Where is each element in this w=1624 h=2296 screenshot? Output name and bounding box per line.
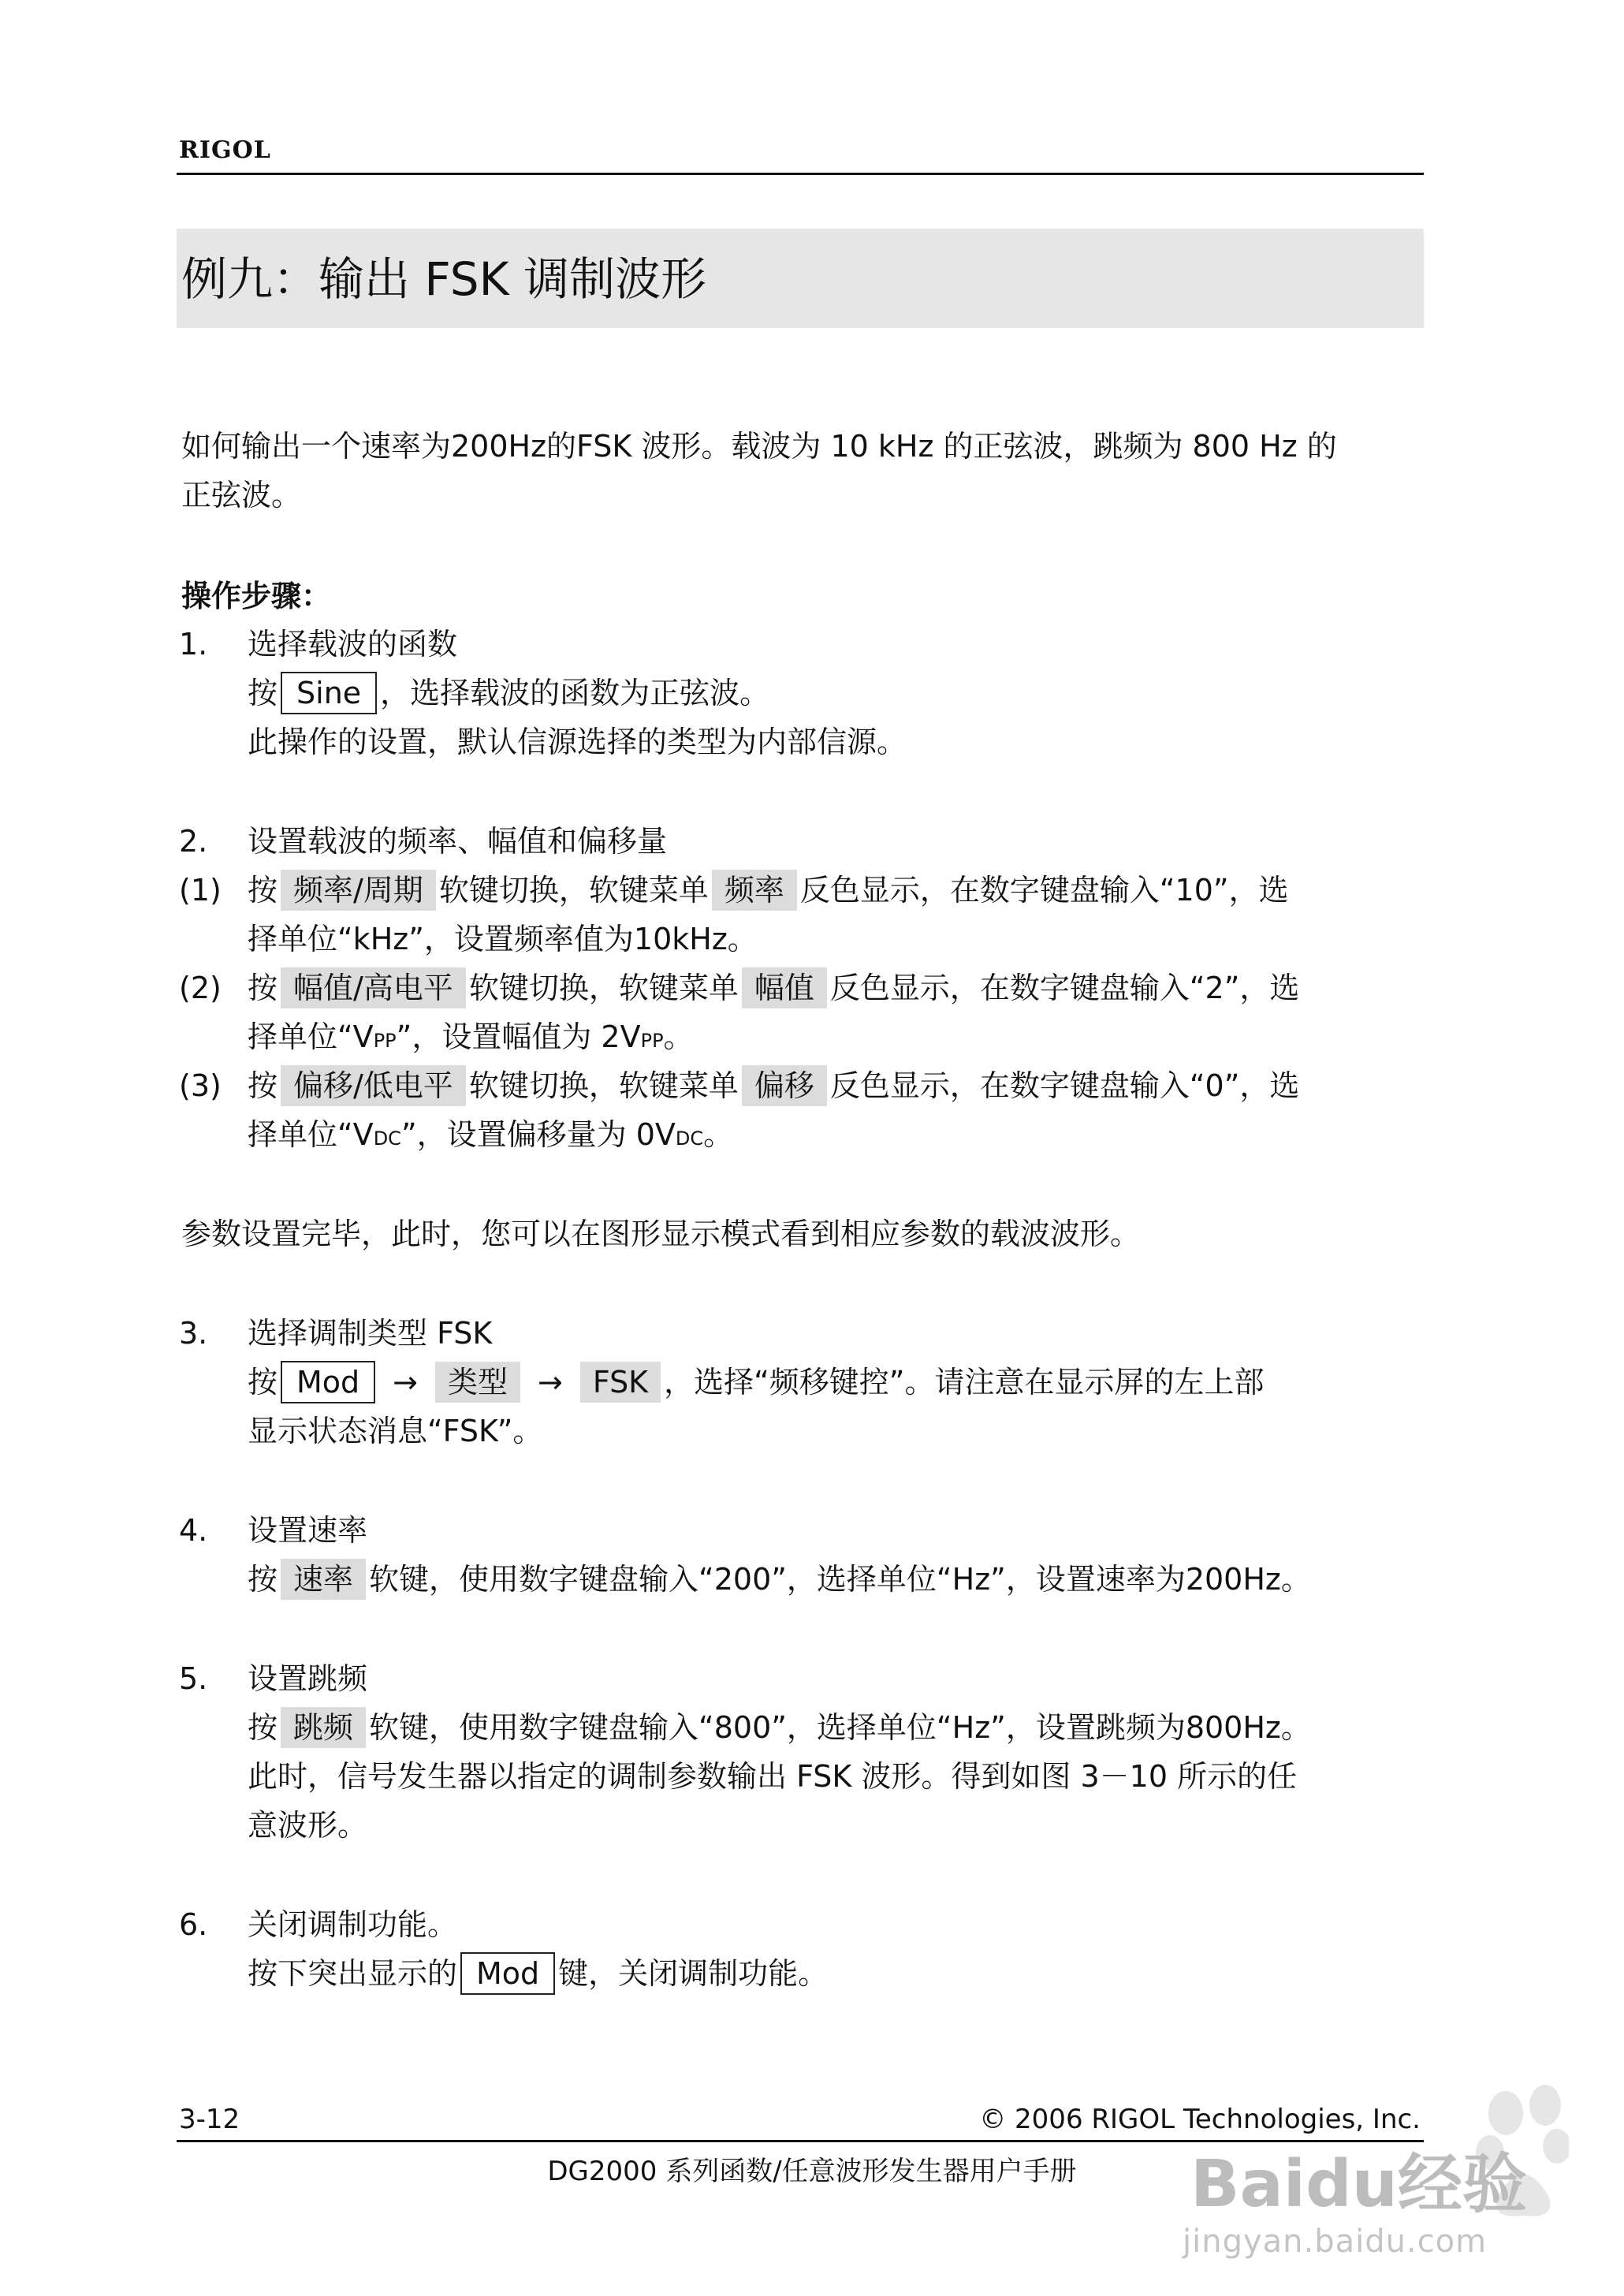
press-text: 按 — [248, 1068, 278, 1103]
step-1-instruction — [248, 669, 769, 718]
freq-softkey[interactable]: 频率 — [712, 870, 797, 911]
text-part: 择单位“V — [248, 1117, 374, 1152]
step-4-instruction — [248, 1555, 1311, 1604]
substep-1-line-1 — [248, 866, 1289, 915]
step-6-instruction — [248, 1949, 828, 1998]
substep-3-number: (3) — [179, 1068, 222, 1103]
instruction-text: 反色显示，在数字键盘输入“0”，选 — [829, 1068, 1300, 1103]
substep-1-number: (1) — [179, 873, 222, 908]
sine-key[interactable]: Sine — [281, 672, 377, 714]
step-1-title: 选择载波的函数 — [248, 627, 458, 662]
text-part: ”，设置偏移量为 0V — [400, 1117, 676, 1152]
unit-subscript: PP — [640, 1030, 664, 1052]
step-5-title: 设置跳频 — [248, 1661, 368, 1696]
substep-2-number: (2) — [179, 971, 222, 1005]
ampl-softkey[interactable]: 幅值 — [742, 967, 827, 1008]
press-text: 按 — [248, 676, 278, 710]
step-5-line-2: 此时，信号发生器以指定的调制参数输出 FSK 波形。得到如图 3－10 所示的任 — [248, 1759, 1298, 1794]
steps-heading: 操作步骤： — [181, 579, 332, 613]
text-part: 。 — [663, 1019, 694, 1054]
substep-1-line-2: 择单位“kHz”，设置频率值为10kHz。 — [248, 922, 758, 956]
mod-key[interactable]: Mod — [281, 1361, 375, 1403]
instruction-text: 软键切换，软键菜单 — [468, 971, 739, 1005]
offset-softkey[interactable]: 偏移 — [742, 1065, 827, 1106]
watermark-word: Baidu经验 — [1190, 2147, 1528, 2222]
step-2-title: 设置载波的频率、幅值和偏移量 — [248, 824, 668, 859]
substep-3-line-2 — [248, 1110, 733, 1163]
step-6-title: 关闭调制功能。 — [248, 1907, 458, 1942]
unit-subscript: DC — [675, 1128, 704, 1150]
step-5-instruction — [248, 1703, 1311, 1752]
intro-line-2: 正弦波。 — [181, 478, 302, 512]
step-3-line-2: 显示状态消息“FSK”。 — [248, 1414, 543, 1448]
press-text: 按 — [248, 873, 278, 908]
unit-subscript: PP — [373, 1030, 397, 1052]
page-title: 例九：输出 FSK 调制波形 — [181, 252, 707, 306]
press-text: 按 — [248, 1710, 278, 1745]
instruction-text: ，选择“频移键控”。请注意在显示屏的左上部 — [664, 1365, 1265, 1400]
copyright: © 2006 RIGOL Technologies, Inc. — [979, 2104, 1421, 2135]
instruction-text: 键，关闭调制功能。 — [558, 1956, 829, 1991]
summary-text: 参数设置完毕，此时，您可以在图形显示模式看到相应参数的载波波形。 — [181, 1217, 1141, 1251]
step-4-title: 设置速率 — [248, 1513, 368, 1548]
step-1-number: 1. — [179, 627, 208, 662]
manual-title: DG2000 系列函数/任意波形发生器用户手册 — [547, 2156, 1077, 2187]
hop-freq-softkey[interactable]: 跳频 — [281, 1707, 366, 1748]
instruction-text: 反色显示，在数字键盘输入“2”，选 — [829, 971, 1300, 1005]
instruction-text: ，选择载波的函数为正弦波。 — [380, 676, 770, 710]
ampl-high-softkey[interactable]: 幅值/高电平 — [281, 967, 466, 1008]
text-part: 。 — [703, 1117, 734, 1152]
instruction-text: 软键切换，软键菜单 — [438, 873, 709, 908]
substep-3-line-1 — [248, 1061, 1299, 1110]
text-part: 择单位“V — [248, 1019, 374, 1054]
freq-period-softkey[interactable]: 频率/周期 — [281, 870, 436, 911]
instruction-text: 软键切换，软键菜单 — [468, 1068, 739, 1103]
step-3-instruction — [248, 1358, 1265, 1407]
arrow-right-icon: → — [393, 1365, 419, 1400]
step-3-number: 3. — [179, 1316, 208, 1351]
press-text: 按下突出显示的 — [248, 1956, 458, 1991]
substep-2-line-2 — [248, 1012, 694, 1065]
offset-low-softkey[interactable]: 偏移/低电平 — [281, 1065, 466, 1106]
text-part: ”，设置幅值为 2V — [396, 1019, 641, 1054]
header-rule — [177, 173, 1424, 175]
watermark-url: jingyan.baidu.com — [1183, 2223, 1488, 2260]
instruction-text: 软键，使用数字键盘输入“800”，选择单位“Hz”，设置跳频为800Hz。 — [369, 1710, 1311, 1745]
instruction-text: 软键，使用数字键盘输入“200”，选择单位“Hz”，设置速率为200Hz。 — [369, 1562, 1311, 1597]
rate-softkey[interactable]: 速率 — [281, 1559, 366, 1600]
arrow-right-icon: → — [538, 1365, 563, 1400]
brand-logo: RIGOL — [179, 136, 271, 164]
step-6-number: 6. — [179, 1907, 208, 1942]
step-5-line-3: 意波形。 — [248, 1808, 368, 1843]
unit-subscript: DC — [373, 1128, 401, 1150]
step-2-number: 2. — [179, 824, 208, 859]
type-softkey[interactable]: 类型 — [435, 1362, 520, 1403]
press-text: 按 — [248, 1365, 278, 1400]
press-text: 按 — [248, 971, 278, 1005]
page-number: 3-12 — [179, 2104, 240, 2135]
instruction-text: 反色显示，在数字键盘输入“10”，选 — [799, 873, 1289, 908]
substep-2-line-1 — [248, 964, 1299, 1012]
fsk-softkey[interactable]: FSK — [580, 1362, 661, 1403]
step-1-note: 此操作的设置，默认信源选择的类型为内部信源。 — [248, 725, 907, 759]
step-5-number: 5. — [179, 1661, 208, 1696]
press-text: 按 — [248, 1562, 278, 1597]
step-4-number: 4. — [179, 1513, 208, 1548]
intro-line-1: 如何输出一个速率为200Hz的FSK 波形。载波为 10 kHz 的正弦波，跳频为 800 Hz 的 — [181, 429, 1337, 464]
mod-key-close[interactable]: Mod — [460, 1952, 555, 1995]
step-3-title: 选择调制类型 FSK — [248, 1316, 493, 1351]
